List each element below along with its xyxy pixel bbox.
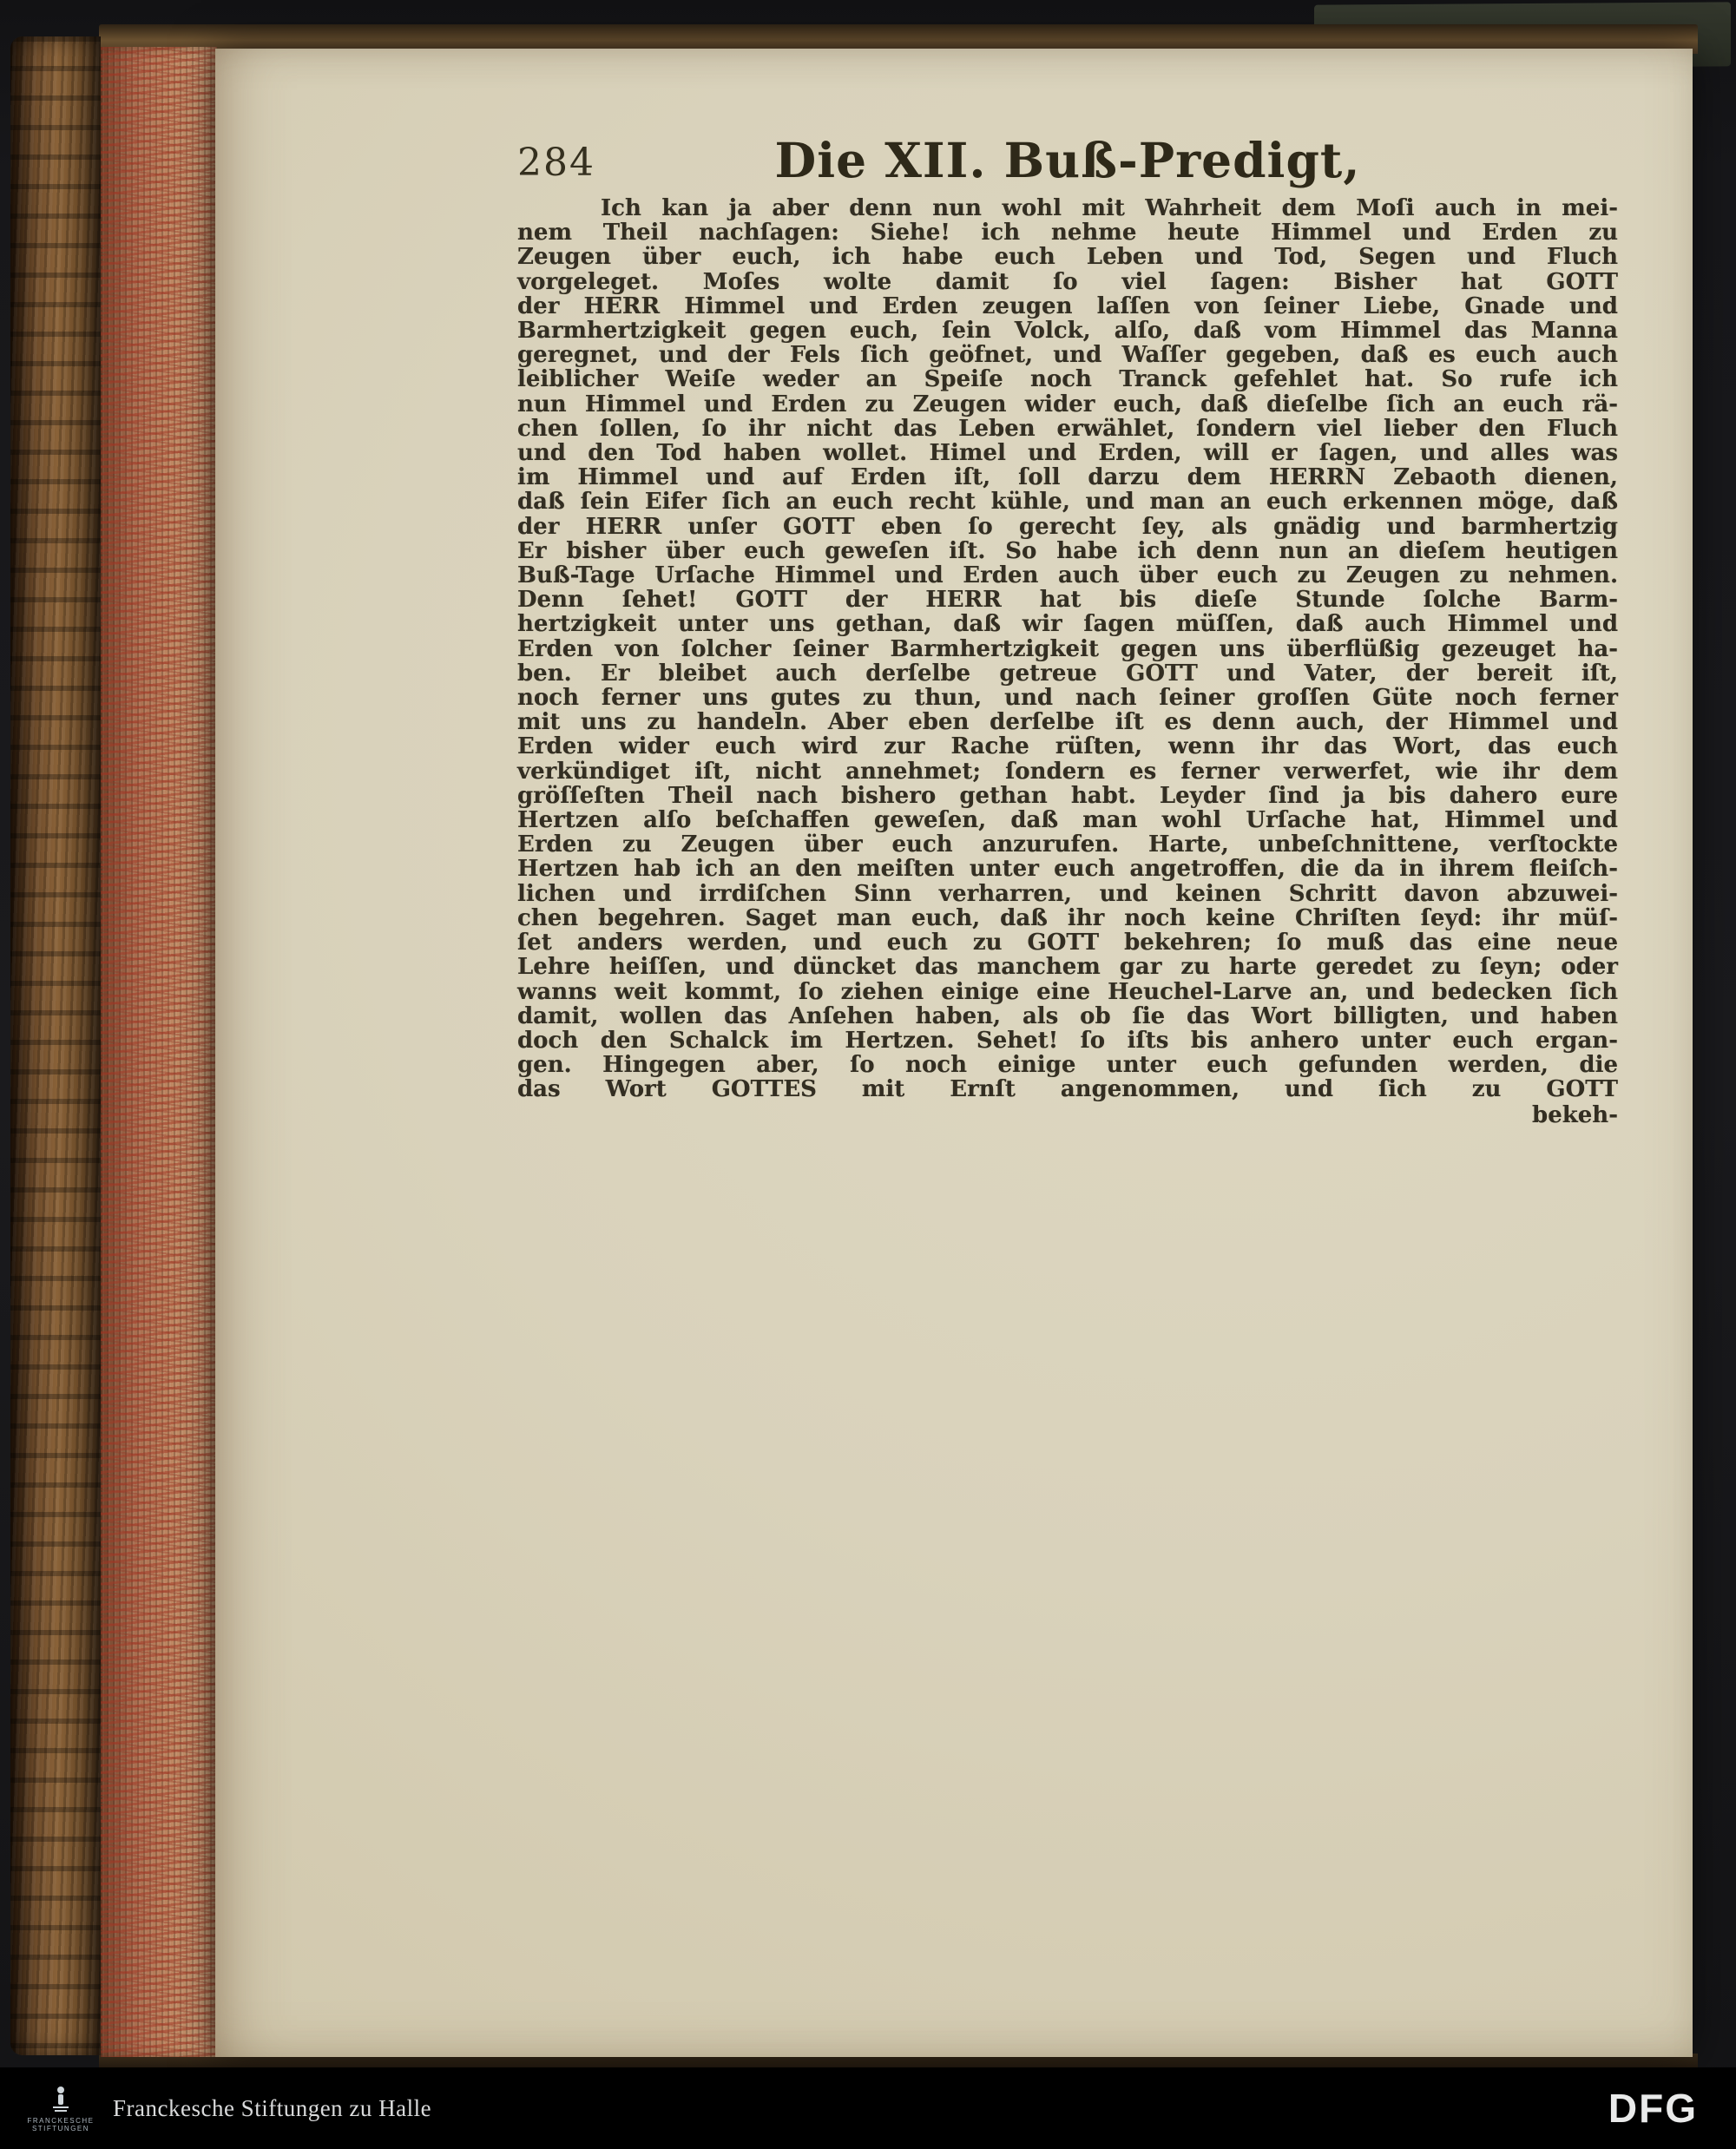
text-line: ben. Er bleibet auch derſelbe getreue GOTT und Vater, der bereit iſt, — [517, 660, 1618, 687]
catchword: bekeh- — [1532, 1101, 1618, 1128]
text-line: vorgeleget. Moſes wolte damit ſo viel ſagen: Bisher hat GOTT — [517, 268, 1618, 295]
text-line: der HERR unſer GOTT eben ſo gerecht ſey, als gnädig und barmhertzig — [517, 513, 1618, 540]
running-title: Die XII. Buß-Predigt, — [774, 132, 1361, 188]
body-lines — [517, 196, 1618, 1102]
text-line: und den Tod haben wollet. Himel und Erden, will er ſagen, und alles was — [517, 440, 1618, 467]
page-number: 284 — [517, 141, 595, 185]
text-line: doch den Schalck im Hertzen. Sehet! ſo iſts bis anhero unter euch ergan- — [517, 1027, 1618, 1054]
institution-logo-caption: FRANCKESCHE STIFTUNGEN — [27, 2116, 95, 2133]
institution-logo — [26, 2085, 95, 2133]
institution-name: Franckesche Stiftungen zu Halle — [113, 2094, 432, 2121]
text-line: Buß-Tage Urſache Himmel und Erden auch über euch zu Zeugen zu nehmen. — [517, 562, 1618, 589]
text-line: lichen und irrdiſchen Sinn verharren, und keinen Schritt davon abzuwei- — [517, 880, 1618, 907]
text-line: leiblicher Weiſe weder an Speiſe noch Tranck gefehlet hat. So rufe ich — [517, 366, 1618, 393]
text-line: nun Himmel und Erden zu Zeugen wider euch, daß dieſelbe ſich an euch rä- — [517, 391, 1618, 417]
text-line: der HERR Himmel und Erden zeugen laſſen von ſeiner Liebe, Gnade und — [517, 292, 1618, 319]
institution-branding — [26, 2085, 431, 2133]
body-text — [517, 196, 1618, 1128]
text-line: noch ferner uns gutes zu thun, und nach ſeiner groſſen Güte noch ferner — [517, 685, 1618, 712]
book-page — [215, 49, 1693, 2057]
dfg-logo: DFG — [1608, 2086, 1698, 2131]
text-line: das Wort GOTTES mit Ernſt angenommen, und ſich zu GOTT — [517, 1076, 1618, 1103]
text-line: Erden von ſolcher ſeiner Barmhertzigkeit gegen uns überflüßig gezeuget ha- — [517, 635, 1618, 662]
text-line: chen ſollen, ſo ihr nicht das Leben erwählet, ſondern viel lieber den Fluch — [517, 415, 1618, 442]
text-line: daß ſein Eifer ſich an euch recht kühle, und man an euch erkennen möge, daß — [517, 489, 1618, 516]
text-line: im Himmel und auf Erden iſt, ſoll darzu dem HERRN Zebaoth dienen, — [517, 464, 1618, 491]
text-line: ſet anders werden, und euch zu GOTT bekehren; ſo muß das eine neue — [517, 930, 1618, 956]
text-line: Lehre heiſſen, und düncket das manchem gar zu harte geredet zu ſeyn; oder — [517, 954, 1618, 981]
text-line: geregnet, und der Fels ſich geöfnet, und Waſſer gegeben, daß es euch auch — [517, 342, 1618, 369]
text-line: Ich kan ja aber denn nun wohl mit Wahrheit dem Moſi auch in mei- — [601, 195, 1618, 221]
text-line: Denn ſehet! GOTT der HERR hat bis dieſe Stunde ſolche Barm- — [517, 587, 1618, 614]
text-line: gröſſeſten Theil nach bishero gethan habt. Leyder ſind ja bis dahero eure — [517, 782, 1618, 809]
text-line: Erden wider euch wird zur Rache rüſten, wenn ihr das Wort, das euch — [517, 733, 1618, 760]
text-line: Hertzen alſo beſchaffen geweſen, daß man wohl Urſache hat, Himmel und — [517, 807, 1618, 834]
text-line: chen begehren. Saget man euch, daß ihr noch keine Chriſten ſeyd: ihr müſ- — [517, 904, 1618, 931]
text-line: nem Theil nachſagen: Siehe! ich nehme heute Himmel und Erden zu — [517, 220, 1618, 246]
text-line: Er bisher über euch geweſen iſt. So habe ich denn nun an dieſem heutigen — [517, 537, 1618, 564]
page-fore-edges — [101, 47, 217, 2057]
text-line: gen. Hingegen aber, ſo noch einige unter euch gefunden werden, die — [517, 1052, 1618, 1079]
text-line: wanns weit kommt, ſo ziehen einige eine Heuchel-Larve an, und bedecken ſich — [517, 978, 1618, 1005]
text-line: damit, wollen das Anſehen haben, als ob ſie das Wort billigten, und haben — [517, 1002, 1618, 1029]
book-spine — [10, 36, 101, 2055]
institution-logo-icon — [49, 2085, 72, 2114]
text-line: Barmhertzigkeit gegen euch, ſein Volck, alſo, daß vom Himmel das Manna — [517, 318, 1618, 345]
text-line: mit uns zu handeln. Aber eben derſelbe iſt es denn auch, der Himmel und — [517, 709, 1618, 736]
text-line: Erden zu Zeugen über euch anzurufen. Harte, unbeſchnittene, verſtockte — [517, 831, 1618, 858]
text-line: Hertzen hab ich an den meiſten unter euch angetroffen, die da in ihrem fleiſch- — [517, 856, 1618, 883]
text-line: hertzigkeit unter uns gethan, daß wir ſagen müſſen, daß auch Himmel und — [517, 611, 1618, 638]
viewer-footer — [0, 2067, 1736, 2149]
text-line: verkündiget iſt, nicht annehmet; ſondern es ferner verwerfet, wie ihr dem — [517, 758, 1618, 785]
page-header — [517, 132, 1618, 187]
text-line: Zeugen über euch, ich habe euch Leben und Tod, Segen und Fluch — [517, 244, 1618, 271]
